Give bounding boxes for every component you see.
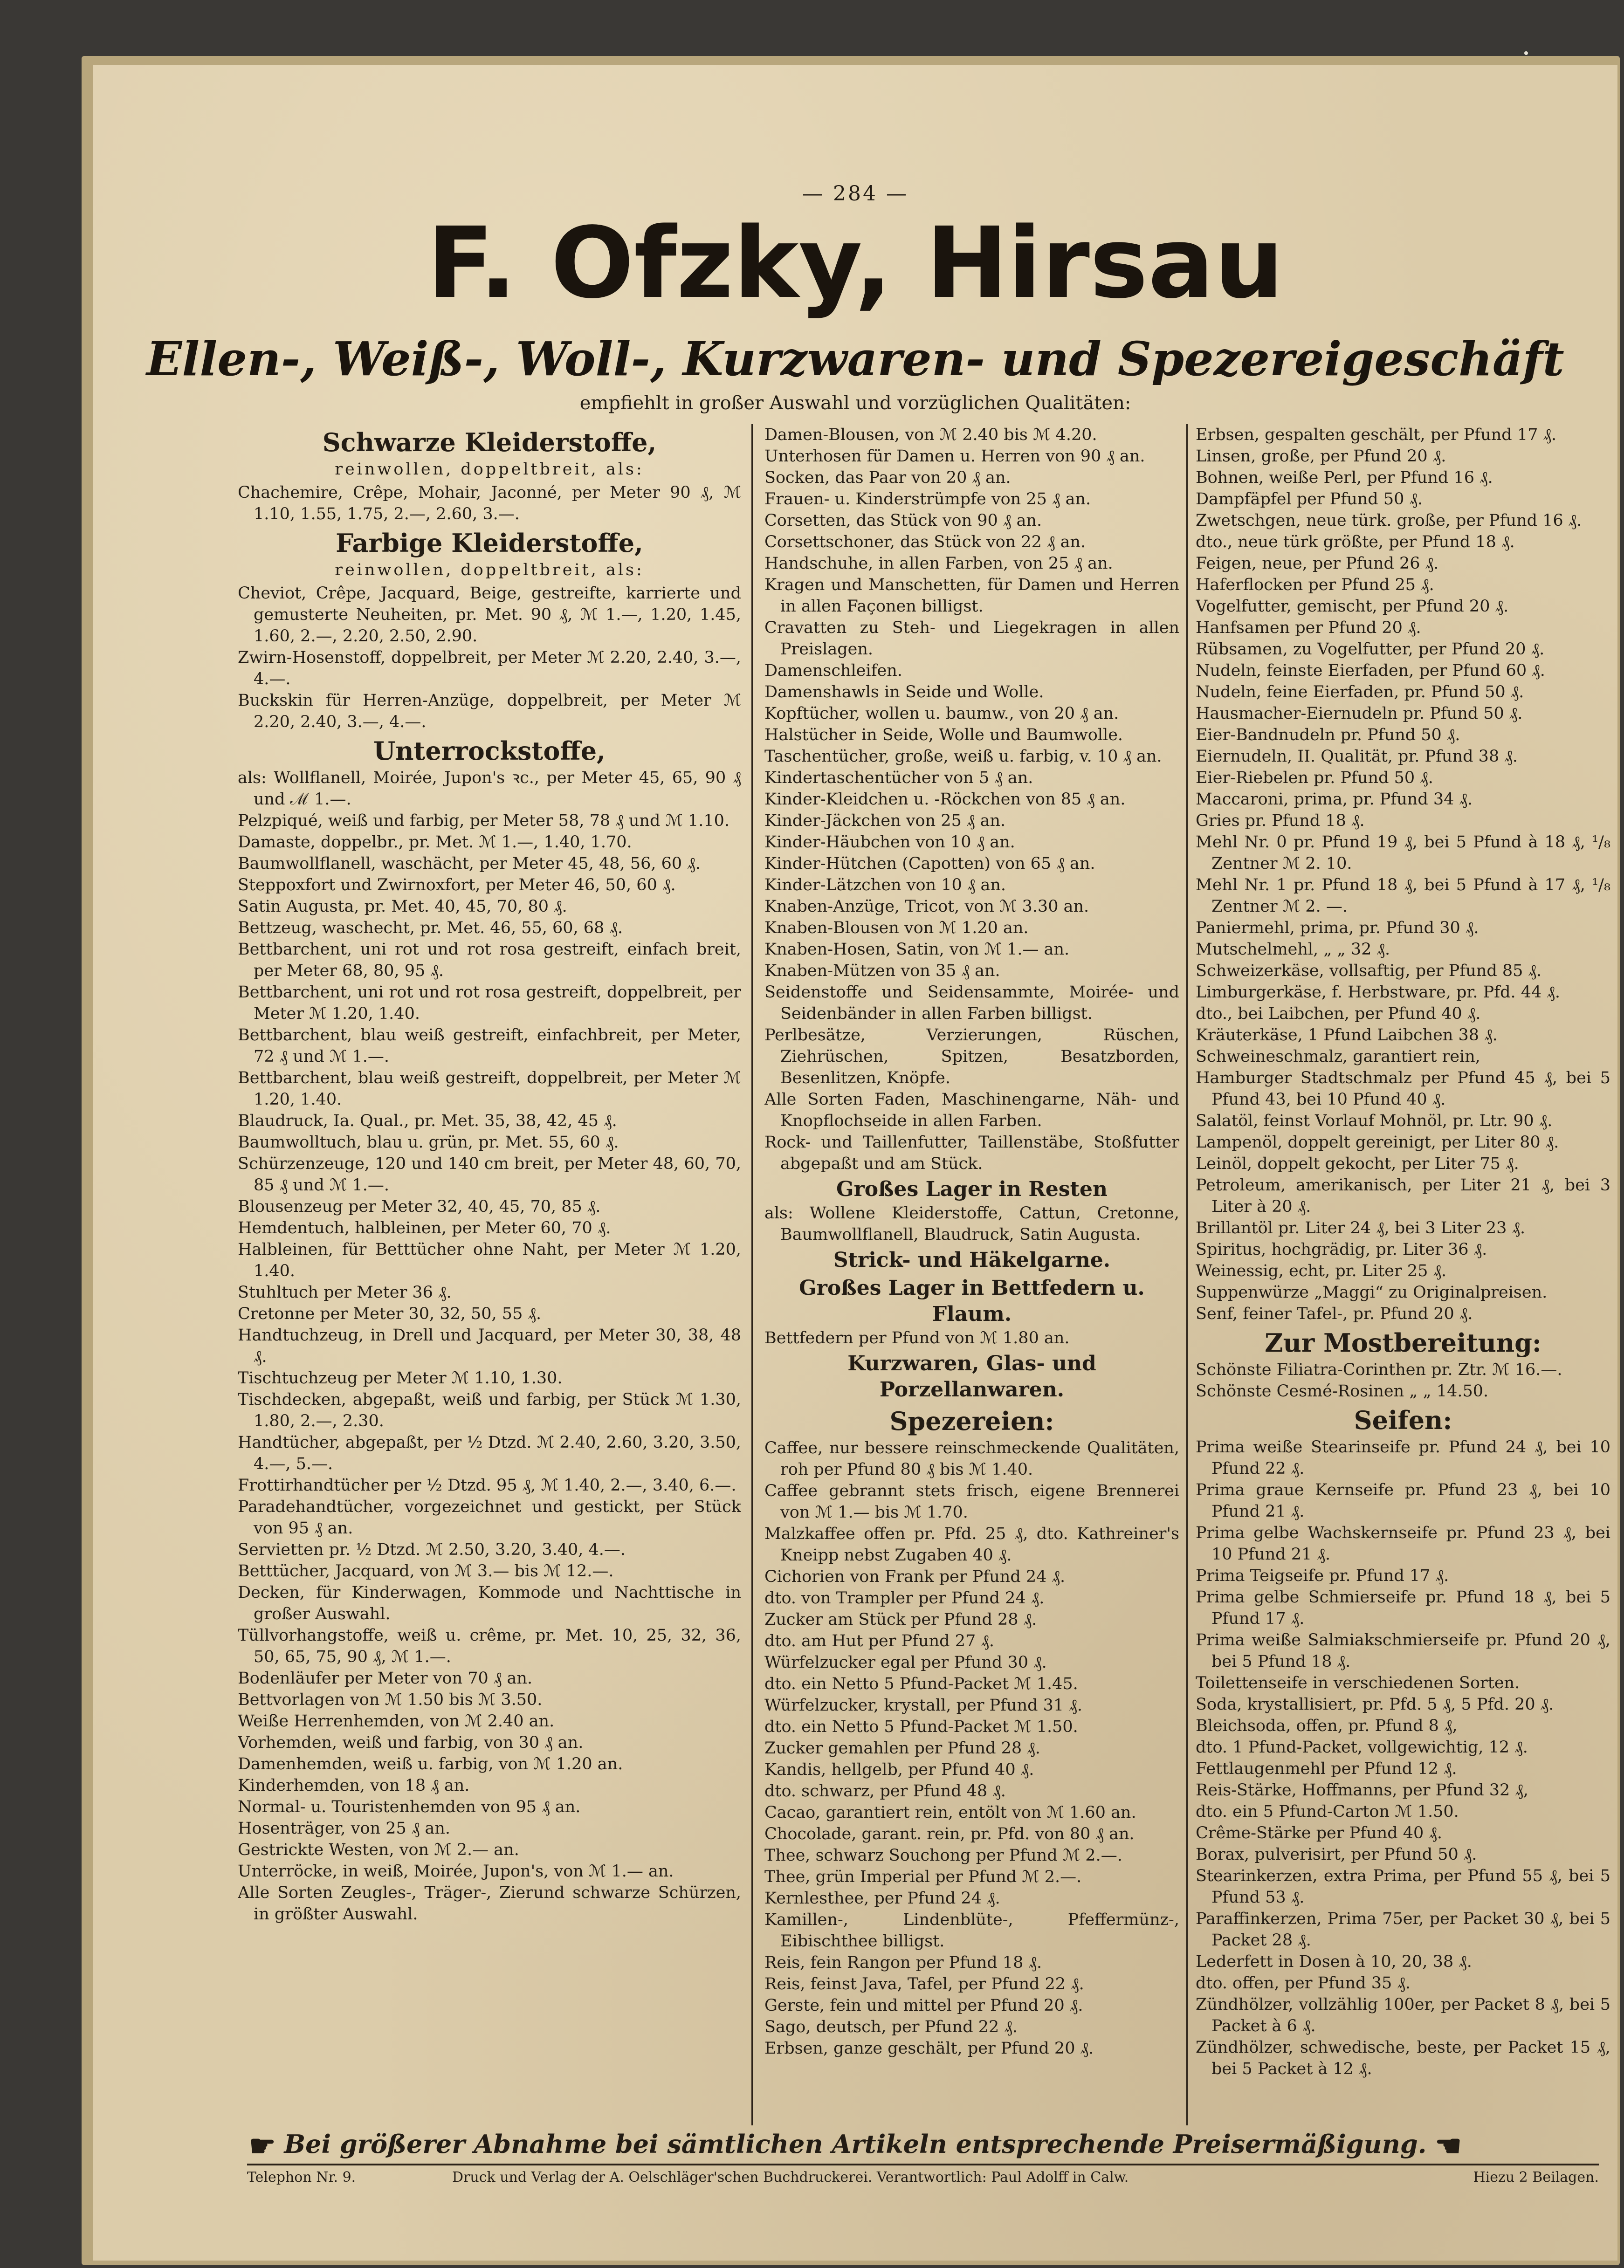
list-item: Kamillen-, Lindenblüte-, Pfeffermünz-, Eibischthee billigst. (764, 1911, 1179, 1951)
list-item: Maccaroni, prima, pr. Pfund 34 ₰. (1196, 790, 1473, 809)
list-item: Handtücher, abgepaßt, per ½ Dtzd. ℳ 2.40, 2.60, 3.20, 3.50, 4.—, 5.—. (238, 1433, 741, 1473)
list-item: dto. offen, per Pfund 35 ₰. (1196, 1974, 1411, 1993)
list-item: Cacao, garantiert rein, entölt von ℳ 1.60 an. (764, 1803, 1136, 1822)
column-rule (751, 424, 753, 2125)
list-item: Reis, feinst Java, Tafel, per Pfund 22 ₰. (764, 1975, 1084, 1993)
section-heading: Strick- und Häkelgarne. (833, 1248, 1111, 1272)
list-item: Pelzpiqué, weiß und farbig, per Meter 58, 78 ₰ und ℳ 1.10. (238, 811, 730, 830)
list-item: Knaben-Blousen von ℳ 1.20 an. (764, 919, 1029, 937)
list-item: dto., bei Laibchen, per Pfund 40 ₰. (1196, 1004, 1481, 1023)
list-item: Bettvorlagen von ℳ 1.50 bis ℳ 3.50. (238, 1691, 543, 1709)
list-item: als: Wollflanell, Moirée, Jupon's ꝛc., per Meter 45, 65, 90 ₰ und ℳ 1.—. (238, 769, 741, 809)
list-item: Toilettenseife in verschiedenen Sorten. (1196, 1674, 1520, 1692)
list-item: Decken, für Kinderwagen, Kommode und Nachttische in großer Auswahl. (238, 1583, 741, 1623)
list-item: Rock- und Taillenfutter, Taillenstäbe, Stoßfutter abgepaßt und am Stück. (764, 1133, 1179, 1173)
section-heading: Großes Lager in Resten (836, 1177, 1108, 1201)
list-item: Cravatten zu Steh- und Liegekragen in allen Preislagen. (764, 619, 1179, 659)
list-item: Zündhölzer, vollzählig 100er, per Packet 8 ₰, bei 5 Packet à 6 ₰. (1196, 1995, 1610, 2035)
list-item: Tischdecken, abgepaßt, weiß und farbig, per Stück ℳ 1.30, 1.80, 2.—, 2.30. (238, 1390, 741, 1430)
supplements-note: Hiezu 2 Beilagen. (1473, 2169, 1599, 2186)
list-item: Limburgerkäse, f. Herbstware, pr. Pfd. 44 ₰. (1196, 983, 1561, 1002)
list-item: Schönste Cesmé-Rosinen „ „ 14.50. (1196, 1382, 1489, 1401)
list-item: Cheviot, Crêpe, Jacquard, Beige, gestreifte, karrierte und gemusterte Neuheiten, pr. Met. 90 ₰, ℳ 1.—, 1.20, 1.45, 1.60, 2.—, 2.20, 2.50, 2.90. (238, 584, 741, 646)
list-item: Kopftücher, wollen u. baumw., von 20 ₰ an. (764, 704, 1119, 723)
list-item: dto. am Hut per Pfund 27 ₰. (764, 1632, 994, 1650)
list-item: Taschentücher, große, weiß u. farbig, v. 10 ₰ an. (764, 747, 1162, 766)
list-item: Prima gelbe Schmierseife pr. Pfund 18 ₰, bei 5 Pfund 17 ₰. (1196, 1588, 1610, 1628)
section-heading: Großes Lager in Bettfedern u. Flaum. (799, 1276, 1145, 1326)
list-item: Prima gelbe Wachskernseife pr. Pfund 23 ₰, bei 10 Pfund 21 ₰. (1196, 1524, 1610, 1564)
list-item: Corsetten, das Stück von 90 ₰ an. (764, 511, 1042, 530)
list-item: Bettzeug, waschecht, pr. Met. 46, 55, 60, 68 ₰. (238, 919, 623, 937)
discount-banner (93, 2128, 1617, 2163)
list-item: Thee, grün Imperial per Pfund ℳ 2.—. (764, 1868, 1082, 1886)
list-item: Prima weiße Salmiakschmierseife pr. Pfund 20 ₰, bei 5 Pfund 18 ₰. (1196, 1631, 1610, 1671)
list-item: Feigen, neue, per Pfund 26 ₰. (1196, 554, 1439, 573)
list-item: Würfelzucker egal per Pfund 30 ₰. (764, 1653, 1047, 1672)
list-item: Perlbesätze, Verzierungen, Rüschen, Ziehrüschen, Spitzen, Besatzborden, Besenlitzen, Knöpfe. (764, 1026, 1179, 1087)
list-item: dto. ein 5 Pfund-Carton ℳ 1.50. (1196, 1802, 1459, 1821)
list-item: Eier-Bandnudeln pr. Pfund 50 ₰. (1196, 726, 1460, 744)
list-item: Buckskin für Herren-Anzüge, doppelbreit, per Meter ℳ 2.20, 2.40, 3.—, 4.—. (238, 691, 741, 731)
list-item: Frottirhandtücher per ½ Dtzd. 95 ₰, ℳ 1.40, 2.—, 3.40, 6.—. (238, 1476, 736, 1495)
list-item: Mehl Nr. 1 pr. Pfund 18 ₰, bei 5 Pfund à 17 ₰, ¹/₈ Zentner ℳ 2. —. (1196, 876, 1610, 916)
list-item: Cretonne per Meter 30, 32, 50, 55 ₰. (238, 1305, 542, 1323)
list-item: Damaste, doppelbr., pr. Met. ℳ 1.—, 1.40, 1.70. (238, 833, 632, 852)
column-rule (1186, 424, 1188, 2125)
list-item: dto. 1 Pfund-Packet, vollgewichtig, 12 ₰. (1196, 1738, 1528, 1757)
list-item: Damenshawls in Seide und Wolle. (764, 683, 1044, 701)
list-item: Lampenöl, doppelt gereinigt, per Liter 80 ₰. (1196, 1133, 1559, 1152)
page-number: — 284 — (802, 182, 908, 206)
list-item: Tüllvorhangstoffe, weiß u. crême, pr. Met. 10, 25, 32, 36, 50, 65, 75, 90 ₰, ℳ 1.—. (238, 1626, 741, 1666)
list-item: Prima graue Kernseife pr. Pfund 23 ₰, bei 10 Pfund 21 ₰. (1196, 1481, 1610, 1521)
list-item: Zündhölzer, schwedische, beste, per Packet 15 ₰, bei 5 Packet à 12 ₰. (1196, 2038, 1610, 2078)
list-item: Reis-Stärke, Hoffmanns, per Pfund 32 ₰, (1196, 1781, 1529, 1800)
list-item: Vogelfutter, gemischt, per Pfund 20 ₰. (1196, 597, 1509, 616)
list-item: Rübsamen, zu Vogelfutter, per Pfund 20 ₰. (1196, 640, 1545, 659)
list-item: Linsen, große, per Pfund 20 ₰. (1196, 447, 1446, 466)
list-item: Haferflocken per Pfund 25 ₰. (1196, 576, 1434, 594)
printer-imprint: Druck und Verlag der A. Oelschläger'schen Buchdruckerei. Verantwortlich: Paul Adolff in Calw. (452, 2169, 1129, 2186)
list-item: Spiritus, hochgrädig, pr. Liter 36 ₰. (1196, 1240, 1487, 1259)
footer-rule (247, 2164, 1599, 2165)
list-item: Würfelzucker, krystall, per Pfund 31 ₰. (764, 1696, 1082, 1715)
list-item: Eier-Riebelen pr. Pfund 50 ₰. (1196, 769, 1433, 787)
section-heading: Schwarze Kleiderstoffe, (322, 427, 657, 457)
list-item: Baumwollflanell, waschächt, per Meter 45, 48, 56, 60 ₰. (238, 854, 701, 873)
pointing-hand-right-icon: ☛ (249, 2128, 276, 2164)
column-groceries-soaps (1196, 424, 1610, 2125)
list-item: Kinder-Jäckchen von 25 ₰ an. (764, 811, 1006, 830)
list-item: Bodenläufer per Meter von 70 ₰ an. (238, 1669, 533, 1688)
list-item: Zwetschgen, neue türk. große, per Pfund 16 ₰. (1196, 511, 1582, 530)
list-item: Salatöl, feinst Vorlauf Mohnöl, pr. Ltr. 90 ₰. (1196, 1112, 1553, 1130)
list-item: Knaben-Anzüge, Tricot, von ℳ 3.30 an. (764, 897, 1089, 916)
list-item: Handtuchzeug, in Drell und Jacquard, per Meter 30, 38, 48 ₰. (238, 1326, 741, 1366)
list-item: Kernlesthee, per Pfund 24 ₰. (764, 1889, 1000, 1908)
pointing-hand-left-icon: ☚ (1435, 2128, 1462, 2164)
list-item: Paraffinkerzen, Prima 75er, per Packet 30 ₰, bei 5 Packet 28 ₰. (1196, 1910, 1610, 1950)
list-item: Knaben-Hosen, Satin, von ℳ 1.— an. (764, 940, 1070, 959)
list-item: Nudeln, feinste Eierfaden, per Pfund 60 ₰. (1196, 661, 1545, 680)
telephone-number: Telephon Nr. 9. (247, 2169, 356, 2186)
list-item: Zwirn-Hosenstoff, doppelbreit, per Meter ℳ 2.20, 2.40, 3.—, 4.—. (238, 648, 741, 688)
list-item: dto. ein Netto 5 Pfund-Packet ℳ 1.50. (764, 1718, 1078, 1736)
list-item: Kinder-Hütchen (Capotten) von 65 ₰ an. (764, 854, 1095, 873)
list-item: Kinderhemden, von 18 ₰ an. (238, 1776, 470, 1795)
list-item: Senf, feiner Tafel-, pr. Pfund 20 ₰. (1196, 1305, 1473, 1323)
list-item: Zucker am Stück per Pfund 28 ₰. (764, 1610, 1037, 1629)
list-item: dto. schwarz, per Pfund 48 ₰. (764, 1782, 1006, 1801)
list-item: Normal- u. Touristenhemden von 95 ₰ an. (238, 1798, 581, 1816)
list-item: Soda, krystallisiert, pr. Pfd. 5 ₰, 5 Pfd. 20 ₰. (1196, 1695, 1554, 1714)
list-item: Caffee gebrannt stets frisch, eigene Brennerei von ℳ 1.— bis ℳ 1.70. (764, 1482, 1179, 1522)
list-item: Tischtuchzeug per Meter ℳ 1.10, 1.30. (238, 1369, 563, 1388)
list-item: Schweineschmalz, garantiert rein, (1196, 1047, 1480, 1066)
list-item: Prima Teigseife pr. Pfund 17 ₰. (1196, 1567, 1449, 1585)
list-item: Gerste, fein und mittel per Pfund 20 ₰. (764, 1996, 1083, 2015)
list-item: Fettlaugenmehl per Pfund 12 ₰. (1196, 1759, 1457, 1778)
list-item: Weinessig, echt, pr. Liter 25 ₰. (1196, 1262, 1447, 1280)
list-item: Petroleum, amerikanisch, per Liter 21 ₰, bei 3 Liter à 20 ₰. (1196, 1176, 1610, 1216)
list-item: Stearinkerzen, extra Prima, per Pfund 55 ₰, bei 5 Pfund 53 ₰. (1196, 1867, 1610, 1907)
list-item: Paradehandtücher, vorgezeichnet und gestickt, per Stück von 95 ₰ an. (238, 1498, 741, 1538)
list-item: Socken, das Paar von 20 ₰ an. (764, 468, 1011, 487)
section-heading: Unterrockstoffe, (373, 736, 606, 766)
list-item: Gestrickte Westen, von ℳ 2.— an. (238, 1841, 519, 1859)
list-item: dto., neue türk größte, per Pfund 18 ₰. (1196, 533, 1515, 551)
list-item: Caffee, nur bessere reinschmeckende Qualitäten, roh per Pfund 80 ₰ bis ℳ 1.40. (764, 1439, 1179, 1479)
list-item: Kinder-Häubchen von 10 ₰ an. (764, 833, 1015, 852)
list-item: Alle Sorten Zeugles-, Träger-, Zierund schwarze Schürzen, in größter Auswahl. (238, 1883, 741, 1924)
list-item: Schürzenzeuge, 120 und 140 cm breit, per Meter 48, 60, 70, 85 ₰ und ℳ 1.—. (238, 1155, 741, 1195)
list-item: Satin Augusta, pr. Met. 40, 45, 70, 80 ₰. (238, 897, 567, 916)
list-item: Damenhemden, weiß u. farbig, von ℳ 1.20 an. (238, 1755, 623, 1773)
list-item: Corsettschoner, das Stück von 22 ₰ an. (764, 533, 1086, 551)
list-item: Hamburger Stadtschmalz per Pfund 45 ₰, bei 5 Pfund 43, bei 10 Pfund 40 ₰. (1196, 1069, 1610, 1109)
list-item: Alle Sorten Faden, Maschinengarne, Näh- und Knopflochseide in allen Farben. (764, 1090, 1179, 1130)
list-item: Mutschelmehl, „ „ 32 ₰. (1196, 940, 1390, 959)
list-item: Crême-Stärke per Pfund 40 ₰. (1196, 1824, 1443, 1842)
list-item: Mehl Nr. 0 pr. Pfund 19 ₰, bei 5 Pfund à 18 ₰, ¹/₈ Zentner ℳ 2. 10. (1196, 833, 1610, 873)
list-item: Borax, pulverisirt, per Pfund 50 ₰. (1196, 1845, 1477, 1864)
list-item: Blousenzeug per Meter 32, 40, 45, 70, 85 ₰. (238, 1197, 601, 1216)
shop-name-headline: F. Ofzky, Hirsau (427, 206, 1284, 320)
list-item: Damen-Blousen, von ℳ 2.40 bis ℳ 4.20. (764, 426, 1097, 444)
list-item: Bettbarchent, blau weiß gestreift, doppelbreit, per Meter ℳ 1.20, 1.40. (238, 1069, 741, 1109)
list-item: dto. von Trampler per Pfund 24 ₰. (764, 1589, 1045, 1608)
list-item: Unterröcke, in weiß, Moirée, Jupon's, von ℳ 1.— an. (238, 1862, 674, 1881)
list-item: Erbsen, ganze geschält, per Pfund 20 ₰. (764, 2039, 1094, 2058)
list-item: Vorhemden, weiß und farbig, von 30 ₰ an. (238, 1733, 584, 1752)
list-item: Frauen- u. Kinderstrümpfe von 25 ₰ an. (764, 490, 1091, 509)
list-item: Eiernudeln, II. Qualität, pr. Pfund 38 ₰. (1196, 747, 1518, 766)
list-item: Kinder-Kleidchen u. -Röckchen von 85 ₰ an. (764, 790, 1126, 809)
list-item: Nudeln, feine Eierfaden, pr. Pfund 50 ₰. (1196, 683, 1524, 701)
list-item: Stuhltuch per Meter 36 ₰. (238, 1283, 452, 1302)
list-item: Chocolade, garant. rein, pr. Pfd. von 80 ₰ an. (764, 1825, 1135, 1843)
list-item: Handschuhe, in allen Farben, von 25 ₰ an. (764, 554, 1113, 573)
list-item: Steppoxfort und Zwirnoxfort, per Meter 46, 50, 60 ₰. (238, 876, 676, 894)
list-item: Kinder-Lätzchen von 10 ₰ an. (764, 876, 1006, 894)
list-item: Dampfäpfel per Pfund 50 ₰. (1196, 490, 1423, 509)
list-item: Unterhosen für Damen u. Herren von 90 ₰ an. (764, 447, 1145, 466)
list-item: Bleichsoda, offen, pr. Pfund 8 ₰, (1196, 1717, 1458, 1735)
section-subheading: reinwollen, doppeltbreit, als: (335, 561, 644, 579)
list-item: Hanfsamen per Pfund 20 ₰. (1196, 619, 1421, 637)
list-item: Thee, schwarz Souchong per Pfund ℳ 2.—. (764, 1846, 1122, 1865)
list-item: Halbleinen, für Betttücher ohne Naht, per Meter ℳ 1.20, 1.40. (238, 1240, 741, 1280)
list-item: Hemdentuch, halbleinen, per Meter 60, 70 ₰. (238, 1219, 611, 1237)
section-heading: Seifen: (1354, 1405, 1452, 1435)
list-item: Cichorien von Frank per Pfund 24 ₰. (764, 1567, 1066, 1586)
corner-mark (1524, 51, 1528, 55)
list-item: Chachemire, Crêpe, Mohair, Jaconné, per Meter 90 ₰, ℳ 1.10, 1.55, 1.75, 2.—, 2.60, 3.—. (238, 483, 741, 523)
list-item: Hosenträger, von 25 ₰ an. (238, 1819, 451, 1838)
list-item: Hausmacher-Eiernudeln pr. Pfund 50 ₰. (1196, 704, 1523, 723)
list-item: dto. ein Netto 5 Pfund-Packet ℳ 1.45. (764, 1675, 1078, 1693)
list-item: Kandis, hellgelb, per Pfund 40 ₰. (764, 1760, 1034, 1779)
list-item: Halstücher in Seide, Wolle und Baumwolle. (764, 726, 1123, 744)
section-heading: Farbige Kleiderstoffe, (336, 528, 643, 558)
newspaper-page (93, 65, 1617, 2261)
list-item: Gries pr. Pfund 18 ₰. (1196, 811, 1365, 830)
list-item: Kindertaschentücher von 5 ₰ an. (764, 769, 1033, 787)
section-heading: Kurzwaren, Glas- und Porzellanwaren. (847, 1352, 1096, 1402)
list-item: Zucker gemahlen per Pfund 28 ₰. (764, 1739, 1040, 1758)
tagline: empfiehlt in großer Auswahl und vorzüglichen Qualitäten: (579, 392, 1131, 414)
discount-text: Bei größerer Abnahme bei sämtlichen Artikeln entsprechende Preisermäßigung. (284, 2129, 1427, 2159)
list-item: Damenschleifen. (764, 661, 902, 680)
list-item: Seidenstoffe und Seidensammte, Moirée- und Seidenbänder in allen Farben billigst. (764, 983, 1179, 1023)
list-item: Blaudruck, Ia. Qual., pr. Met. 35, 38, 42, 45 ₰. (238, 1112, 617, 1130)
list-item: Schönste Filiatra-Corinthen pr. Ztr. ℳ 16.—. (1196, 1361, 1562, 1379)
list-item: Weiße Herrenhemden, von ℳ 2.40 an. (238, 1712, 555, 1731)
list-item: Bohnen, weiße Perl, per Pfund 16 ₰. (1196, 468, 1493, 487)
list-item: Bettbarchent, uni rot und rot rosa gestreift, doppelbreit, per Meter ℳ 1.20, 1.40. (238, 983, 741, 1023)
list-item: Servietten pr. ½ Dtzd. ℳ 2.50, 3.20, 3.40, 4.—. (238, 1540, 626, 1559)
list-item: Knaben-Mützen von 35 ₰ an. (764, 962, 1000, 980)
list-item: Reis, fein Rangon per Pfund 18 ₰. (764, 1953, 1042, 1972)
list-item: Bettfedern per Pfund von ℳ 1.80 an. (764, 1329, 1070, 1347)
list-item: Brillantöl pr. Liter 24 ₰, bei 3 Liter 23 ₰. (1196, 1219, 1526, 1237)
list-item: Erbsen, gespalten geschält, per Pfund 17 ₰. (1196, 426, 1557, 444)
section-heading: Zur Mostbereitung: (1265, 1328, 1541, 1358)
list-item: Betttücher, Jacquard, von ℳ 3.— bis ℳ 12.—. (238, 1562, 614, 1581)
section-subheading: reinwollen, doppeltbreit, als: (335, 460, 644, 479)
shop-subtitle: Ellen-, Weiß-, Woll-, Kurzwaren- und Spezereigeschäft (146, 331, 1564, 386)
section-heading: Spezereien: (889, 1406, 1054, 1436)
list-item: Malzkaffee offen pr. Pfd. 25 ₰, dto. Kathreiner's Kneipp nebst Zugaben 40 ₰. (764, 1525, 1179, 1565)
list-item: Baumwolltuch, blau u. grün, pr. Met. 55, 60 ₰. (238, 1133, 619, 1152)
list-item: Kräuterkäse, 1 Pfund Laibchen 38 ₰. (1196, 1026, 1498, 1045)
list-item: Schweizerkäse, vollsaftig, per Pfund 85 ₰. (1196, 962, 1542, 980)
list-item: Leinöl, doppelt gekocht, per Liter 75 ₰. (1196, 1155, 1519, 1173)
list-item: Bettbarchent, uni rot und rot rosa gestreift, einfach breit, per Meter 68, 80, 95 ₰. (238, 940, 741, 980)
list-item: Kragen und Manschetten, für Damen und Herren in allen Façonen billigst. (764, 576, 1179, 616)
list-item: als: Wollene Kleiderstoffe, Cattun, Cretonne, Baumwollflanell, Blaudruck, Satin Augusta. (764, 1204, 1179, 1244)
list-item: Prima weiße Stearinseife pr. Pfund 24 ₰, bei 10 Pfund 22 ₰. (1196, 1438, 1610, 1478)
column-textiles (238, 424, 741, 2125)
column-garments-groceries (764, 424, 1179, 2125)
list-item: Paniermehl, prima, pr. Pfund 30 ₰. (1196, 919, 1479, 937)
list-item: Lederfett in Dosen à 10, 20, 38 ₰. (1196, 1952, 1472, 1971)
list-item: Bettbarchent, blau weiß gestreift, einfachbreit, per Meter, 72 ₰ und ℳ 1.—. (238, 1026, 741, 1066)
list-item: Suppenwürze „Maggi“ zu Originalpreisen. (1196, 1283, 1548, 1302)
list-item: Sago, deutsch, per Pfund 22 ₰. (764, 2018, 1018, 2036)
